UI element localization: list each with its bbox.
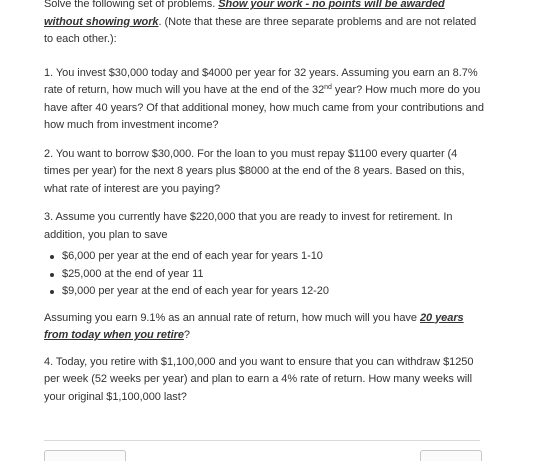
- problem-set: [44, 0, 484, 406]
- intro-lead: Solve the following set of problems.: [44, 0, 219, 10]
- question-4: 4. Today, you retire with $1,100,000 and you want to ensure that you can withdraw $1250 per week (52 weeks per year) and plan to earn a 4% rate of return. How many weeks will your original $1,100,000 last?: [44, 355, 474, 403]
- list-item-text: $6,000 per year at the end of each year for years 1-10: [62, 250, 323, 262]
- savings-list: [44, 248, 484, 301]
- question-1-superscript: nd: [324, 84, 332, 91]
- next-button[interactable]: [420, 450, 482, 461]
- previous-button[interactable]: [44, 450, 126, 461]
- bottom-divider: [44, 440, 480, 441]
- bullet-icon: [50, 255, 54, 259]
- question-2: 2. You want to borrow $30,000. For the loan to you must repay $1100 every quarter (4 times per year) for the next 8 years plus $8000 at the end of the 8 years. Based on this, what rate of interest are you paying?: [44, 147, 465, 195]
- question-1: [44, 65, 484, 135]
- question-3: 3. Assume you currently have $220,000 that you are ready to invest for retirement. In addition, you plan to save: [44, 211, 453, 241]
- list-item-text: $9,000 per year at the end of each year for years 12-20: [62, 285, 329, 297]
- question-3-followup-tail: ?: [183, 329, 190, 341]
- list-item: [50, 248, 484, 266]
- question-1-part1: 1. You invest $30,000 today and $4000 per year for 32 years. Assuming you earn an 8.7% rate of return, how much will you have at the end of the 32: [44, 66, 478, 96]
- list-item: [50, 266, 484, 284]
- question-3-followup-emphasis: 20 years from today when you retire: [44, 311, 464, 341]
- intro-emphasis: Show your work - no points will be awarded without showing work: [44, 0, 445, 28]
- question-1-part2: year? How much more do you have after 40 years? Of that additional money, how much came from your contributions and how much from investment income?: [44, 84, 484, 131]
- intro-paragraph: [44, 0, 484, 49]
- bullet-icon: [50, 290, 54, 294]
- list-item: [50, 283, 484, 301]
- bullet-icon: [50, 273, 54, 277]
- question-3-followup-lead: Assuming you earn 9.1% as an annual rate of return, how much will you have: [44, 311, 420, 324]
- list-item-text: $25,000 at the end of year 11: [62, 267, 204, 280]
- question-3-followup: [44, 310, 484, 345]
- intro-tail: . (Note that these are three separate problems and are not related to each other.):: [44, 15, 477, 45]
